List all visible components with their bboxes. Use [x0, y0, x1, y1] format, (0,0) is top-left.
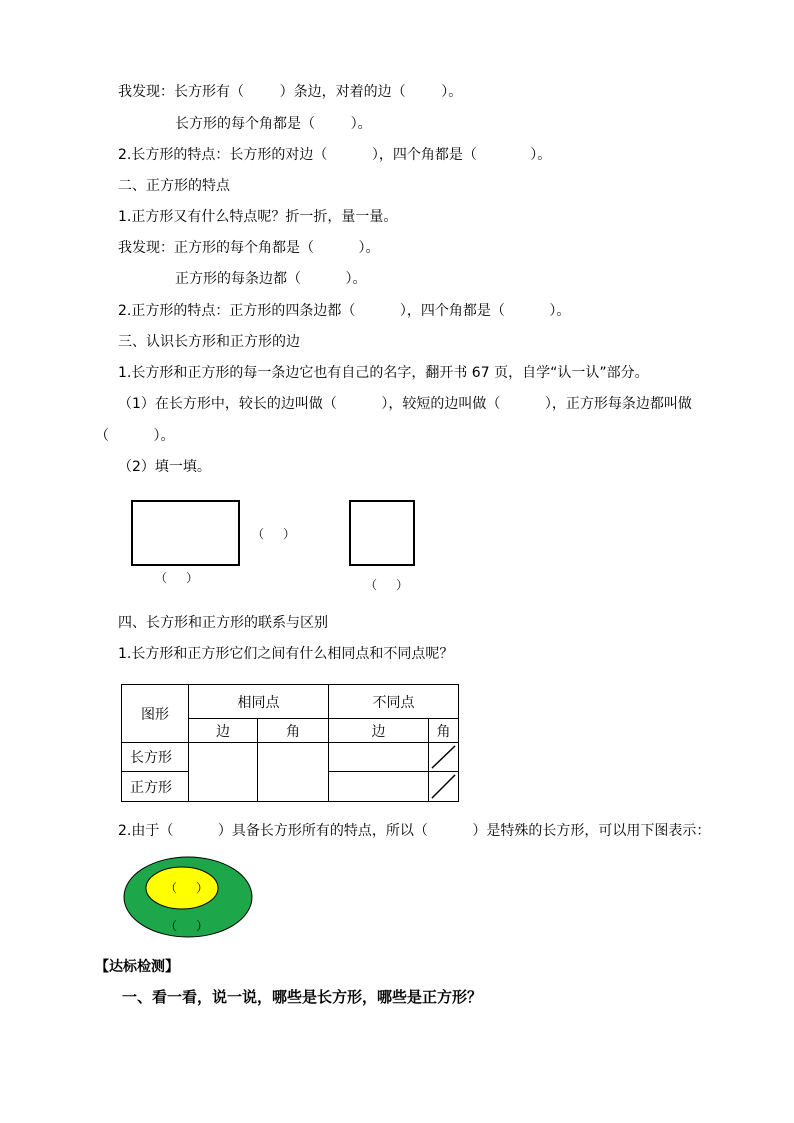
table-header-diff: 不同点 [329, 685, 459, 719]
table-cell-rect-diff-angle [429, 743, 459, 772]
square-section-heading: 二、正方形的特点 [118, 178, 230, 194]
table-cell-same-angle[interactable] [258, 743, 329, 802]
square-discover-line2: 正方形的每条边都（ ）。 [175, 271, 367, 287]
rectangle-right-paren: （ ） [252, 527, 296, 541]
table-subheader-same-side: 边 [189, 719, 258, 743]
table-cell-square-diff-side[interactable] [329, 772, 429, 802]
venn-inner-paren: （ ） [165, 881, 209, 895]
rect-discover-line2: 长方形的每个角都是（ ）。 [175, 116, 372, 132]
sides-section-heading: 三、认识长方形和正方形的边 [118, 334, 300, 350]
table-row-rectangle-label: 长方形 [122, 743, 189, 772]
diagonal-slash-icon [429, 743, 458, 771]
rectangle-figure [131, 500, 240, 566]
square-figure [349, 500, 415, 566]
square-question-1: 1.正方形又有什么特点呢？折一折，量一量。 [118, 209, 398, 225]
sides-question-1-part1-b: （ ）。 [95, 428, 175, 444]
square-discover-line1: 我发现：正方形的每个角都是（ ）。 [118, 240, 380, 256]
square-features-line: 2.正方形的特点：正方形的四条边都（ ），四个角都是（ ）。 [118, 303, 571, 319]
check-question-1: 一、看一看，说一说，哪些是长方形，哪些是正方形？ [122, 988, 483, 1006]
square-bottom-paren: （ ） [365, 578, 409, 592]
check-title: 【达标检测】 [95, 959, 179, 975]
table-header-same: 相同点 [189, 685, 329, 719]
table-cell-rect-diff-side[interactable] [329, 743, 429, 772]
table-header-shape: 图形 [122, 685, 189, 743]
sides-question-1: 1.长方形和正方形的每一条边它也有自己的名字，翻开书 67 页，自学“认一认”部分。 [118, 365, 649, 381]
table-subheader-diff-angle: 角 [429, 719, 459, 743]
venn-outer-paren: （ ） [165, 919, 209, 933]
rectangle-bottom-paren: （ ） [155, 571, 199, 585]
diagonal-slash-icon [429, 772, 458, 801]
rect-discover-line1: 我发现：长方形有（ ）条边，对着的边（ ）。 [118, 84, 463, 100]
relation-section-heading: 四、长方形和正方形的联系与区别 [118, 615, 328, 631]
relation-question-1: 1.长方形和正方形它们之间有什么相同点和不同点呢？ [118, 646, 454, 662]
table-subheader-same-angle: 角 [258, 719, 329, 743]
table-row-square-label: 正方形 [122, 772, 189, 802]
comparison-table [121, 684, 459, 802]
table-subheader-diff-side: 边 [329, 719, 429, 743]
table-cell-square-diff-angle [429, 772, 459, 802]
sides-question-1-part1-a: （1）在长方形中，较长的边叫做（ ），较短的边叫做（ ），正方形每条边都叫做 [118, 396, 692, 412]
relation-question-2: 2.由于（ ）具备长方形所有的特点，所以（ ）是特殊的长方形，可以用下图表示： [118, 823, 711, 839]
sides-question-1-part2: （2）填一填。 [118, 459, 211, 475]
rect-features-line: 2.长方形的特点：长方形的对边（ ），四个角都是（ ）。 [118, 147, 552, 163]
table-cell-same-side[interactable] [189, 743, 258, 802]
